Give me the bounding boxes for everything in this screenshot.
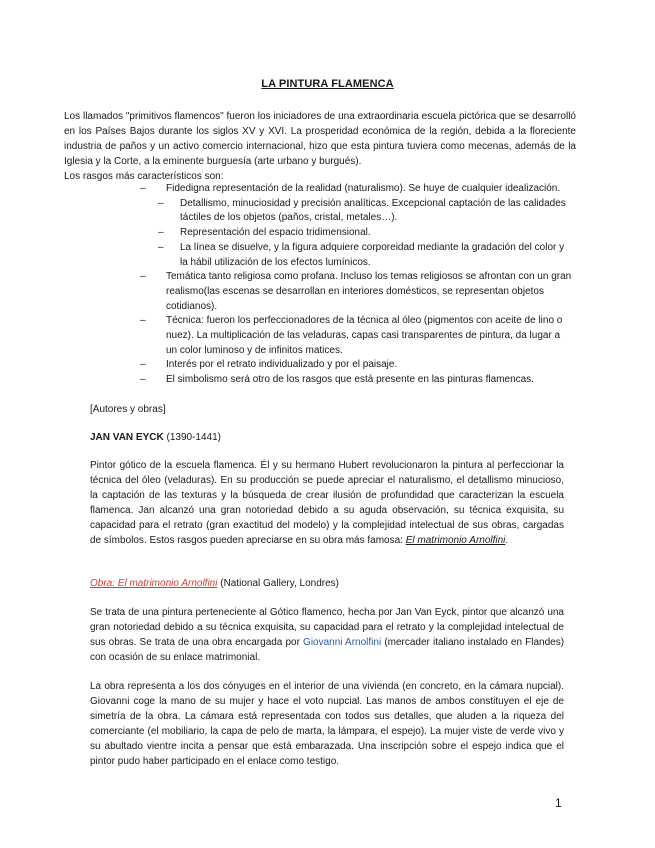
- work-paragraph-2: La obra representa a los dos cónyuges en el interior de una vivienda (en concreto, en la cámara nupcial). Giovanni coge la mano de su mujer y hace el voto nupcial. Las manos de ambos constituyen el eje de simetría de la obra. La cámara está representada con todos sus detalles, que aluden a la riqueza del comerciante (el mobiliario, la capa de pelo de marta, la lámpara, el espejo). La mujer viste de verde vivo y su abultado vientre incita a pensar que está embarazada. Una inscripción sobre el espejo indica que el pintor pudo haber participado en el enlace como testigo.: [90, 681, 564, 767]
- list-item: [158, 197, 572, 226]
- author-paragraph: Pintor gótico de la escuela flamenca. Él y su hermano Hubert revolucionaron la pintura al perfeccionar la técnica del óleo (veladuras). En su producción se puede apreciar el naturalismo, el detallismo minucioso, la captación de las texturas y la búsqueda de crear ilusión de profundidad que caracterizan la escuela flamenca. Jan alcanzó una gran notoriedad debido a su aguda observación, su técnica exquisita, su capacidad para el retrato (gran exactitud del modelo) y la complejidad intelectual de sus obras, cargadas de símbolos. Estos rasgos pueden apreciarse en su obra más famosa: El matrimonio Arnolfini.: [90, 460, 564, 546]
- subrasgos-list: [158, 197, 572, 271]
- author-text: Pintor gótico de la escuela flamenca. Él y su hermano Hubert revolucionaron la pintura al perfeccionar la técnica del óleo (veladuras). En su producción se puede apreciar el naturalismo, el detallismo minucioso, la captación de las texturas y la búsqueda de crear ilusión de profundidad que caracterizan la escuela flamenca. Jan alcanzó una gran notoriedad debido a su aguda observación, su técnica exquisita, su capacidad para el retrato (gran exactitud del modelo) y la complejidad intelectual de sus obras, cargadas de símbolos. Estos rasgos pueden apreciarse en su obra más famosa:: [90, 460, 564, 546]
- rasgo-text: Técnica: fueron los perfeccionadores de la técnica al óleo (pigmentos con aceite de lino o nuez). La multiplicación de las veladuras, capas casi transparentes de pintura, da lugar a un color luminoso y de infinitos matices.: [166, 315, 563, 356]
- patron-name: Giovanni Arnolfini: [303, 637, 382, 648]
- rasgo-text: Fidedigna representación de la realidad (naturalismo). Se huye de cualquier idealización.: [166, 183, 561, 194]
- dash-bullet: –: [140, 271, 146, 283]
- rasgos-intro: Los rasgos más característicos son:: [64, 171, 224, 182]
- work-text-a: Se trata de una pintura perteneciente al Gótico flamenco, hecha por Jan Van Eyck, pintor que alcanzó una gran notoriedad debido a su técnica exquisita, su capacidad para el retrato y la complejidad intelectual de sus obras. Se trata de una obra encargada por: [90, 607, 564, 648]
- dash-bullet: –: [158, 197, 164, 209]
- subrasgo-text: Detallismo, minuciosidad y precisión analíticas. Excepcional captación de las calidades táctiles de los objetos (paños, cristal, metales…).: [180, 197, 566, 224]
- list-item: [140, 358, 572, 373]
- subrasgo-text: La línea se disuelve, y la figura adquiere corporeidad mediante la gradación del color y la hábil utilización de los efectos lumínicos.: [180, 241, 565, 268]
- list-item: [140, 314, 572, 358]
- dash-bullet: –: [140, 374, 146, 386]
- dash-bullet: –: [140, 359, 146, 371]
- subrasgo-text: Representación del espacio tridimensional.: [180, 227, 371, 239]
- dash-bullet: –: [158, 227, 164, 239]
- dash-bullet: –: [158, 241, 164, 253]
- dash-bullet: –: [140, 183, 146, 194]
- rasgo-text: Temática tanto religiosa como profana. Incluso los temas religiosos se afrontan con un gran realismo(las escenas se desarrollan en interiores domésticos, se representan objetos cotidianos).: [166, 271, 572, 312]
- list-item: [158, 241, 572, 270]
- work-link[interactable]: Obra: El matrimonio Arnolfini: [90, 578, 218, 589]
- work-heading: [90, 576, 339, 591]
- rasgo-text: Interés por el retrato individualizado y por el paisaje.: [166, 359, 398, 371]
- work-text-b: (mercader italiano instalado en Flandes) con ocasión de su enlace matrimonial.: [90, 637, 565, 663]
- author-dates: (1390-1441): [166, 432, 221, 443]
- list-item: [158, 226, 572, 241]
- list-item: [140, 182, 572, 197]
- work-location: (National Gallery, Londres): [220, 578, 339, 589]
- work-paragraph-1: [90, 605, 564, 665]
- authors-label: [Autores y obras]: [90, 404, 166, 415]
- intro-paragraph: [64, 109, 576, 184]
- page-number: 1: [555, 796, 562, 810]
- list-item: [140, 270, 572, 314]
- dash-bullet: –: [140, 315, 146, 327]
- author-heading: [90, 430, 221, 445]
- author-name: JAN VAN EYCK: [90, 432, 164, 443]
- work-title: El matrimonio Arnolfini: [405, 535, 506, 546]
- list-item: [140, 373, 572, 388]
- rasgos-list: [140, 182, 572, 388]
- intro-text: Los llamados "primitivos flamencos" fueron los iniciadores de una extraordinaria escuela pictórica que se desarrolló en los Países Bajos durante los siglos XV y XVI. La prosperidad económica de la región, debida a la floreciente industria de paños y un activo comercio internacional, hizo que esta pintura tuviera como mecenas, además de la Iglesia y la Corte, a la eminente burguesía (arte urbano y burgués).: [64, 111, 576, 167]
- page-title: LA PINTURA FLAMENCA: [261, 78, 394, 90]
- rasgo-text: El simbolismo será otro de los rasgos que está presente en las pinturas flamencas.: [166, 374, 534, 386]
